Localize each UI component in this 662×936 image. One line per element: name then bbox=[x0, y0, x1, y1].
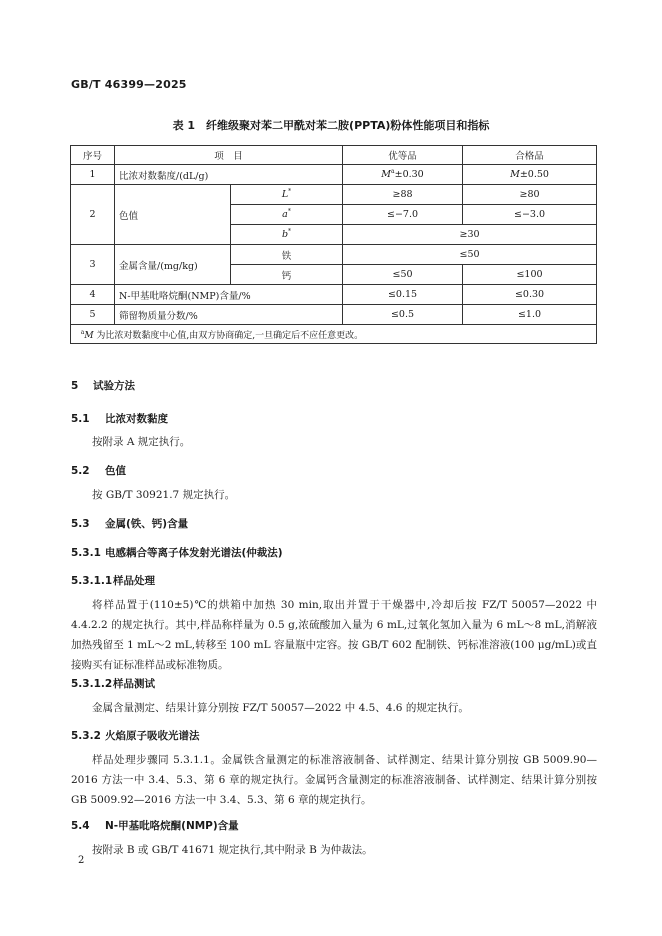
table-row bbox=[71, 165, 597, 185]
m-symbol: M bbox=[84, 330, 94, 341]
table-row bbox=[71, 305, 597, 325]
paragraph: 金属含量测定、结果计算分别按 FZ/T 50057—2022 中 4.5、4.6 的规定执行。 bbox=[92, 702, 469, 714]
star-mark: * bbox=[288, 228, 292, 236]
footnote-text: 为比浓对数黏度中心值,由双方协商确定,一旦确定后不应任意更改。 bbox=[93, 330, 364, 341]
cell-sub: 钙 bbox=[231, 265, 343, 285]
paragraph: 按附录 A 规定执行。 bbox=[92, 436, 191, 448]
section-number: 5.3.1 bbox=[71, 547, 101, 559]
section-title: 比浓对数黏度 bbox=[105, 413, 168, 425]
cell-item: 色值 bbox=[115, 185, 231, 245]
header-no: 序号 bbox=[71, 146, 115, 165]
cell-qualified bbox=[463, 165, 597, 185]
cell-qualified: ≤0.30 bbox=[463, 285, 597, 305]
cell-premium: ≤−7.0 bbox=[343, 205, 463, 225]
spec-table bbox=[70, 145, 597, 344]
section-number: 5.3.1.2 bbox=[71, 678, 113, 690]
section-title: 色值 bbox=[105, 465, 126, 477]
paragraph: 样品处理步骤同 5.3.1.1。金属铁含量测定的标准溶液制备、试样测定、结果计算分别按 GB 5009.90—2016 方法一中 3.4、5.3、第 6 章的规定执行。金属钙含量测定的标准溶液制备、试样测定、结果计算分别按 GB 5009.92—2016 方法一中 3.4、5.3、第 6 章的规定执行。 bbox=[71, 754, 597, 806]
section-heading bbox=[71, 728, 200, 743]
footnote-ref: a bbox=[391, 168, 395, 176]
cell-qualified: ≤−3.0 bbox=[463, 205, 597, 225]
section-heading bbox=[71, 573, 155, 588]
cell-qualified: ≤100 bbox=[463, 265, 597, 285]
cell-no: 2 bbox=[71, 185, 115, 245]
cell-item: 比浓对数黏度/(dL/g) bbox=[115, 165, 343, 185]
m-symbol: M bbox=[510, 169, 520, 180]
section-number: 5.3.1.1 bbox=[71, 575, 113, 587]
cell-item: 筛留物质量分数/% bbox=[115, 305, 343, 325]
section-number: 5.2 bbox=[71, 465, 90, 477]
section-heading bbox=[71, 516, 188, 531]
cell-sub bbox=[231, 225, 343, 245]
section-number: 5.4 bbox=[71, 820, 90, 832]
cell-no: 3 bbox=[71, 245, 115, 285]
cell-merged: ≤50 bbox=[343, 245, 597, 265]
star-mark: * bbox=[287, 208, 291, 216]
cell-item: N-甲基吡咯烷酮(NMP)含量/% bbox=[115, 285, 343, 305]
section-number: 5.3.2 bbox=[71, 730, 101, 742]
cell-premium: ≤0.5 bbox=[343, 305, 463, 325]
cell-qualified: ≥80 bbox=[463, 185, 597, 205]
tolerance: ±0.50 bbox=[519, 169, 549, 180]
table-row bbox=[71, 245, 597, 265]
header-premium: 优等品 bbox=[343, 146, 463, 165]
standard-header: GB/T 46399—2025 bbox=[71, 78, 187, 91]
m-symbol: M bbox=[381, 169, 392, 181]
paragraph: 按 GB/T 30921.7 规定执行。 bbox=[92, 489, 236, 501]
section-heading bbox=[71, 676, 155, 691]
footnote-mark: a bbox=[80, 328, 85, 336]
color-symbol: a bbox=[282, 209, 288, 221]
section-title: 金属(铁、钙)含量 bbox=[105, 518, 189, 530]
tolerance: ±0.30 bbox=[394, 169, 424, 181]
color-symbol: b bbox=[281, 229, 289, 241]
section-title: N-甲基吡咯烷酮(NMP)含量 bbox=[105, 820, 239, 832]
header-item: 项 目 bbox=[115, 146, 343, 165]
table-row bbox=[71, 185, 597, 205]
table-footnote bbox=[71, 325, 597, 344]
table-row bbox=[71, 285, 597, 305]
cell-premium bbox=[343, 165, 463, 185]
page-number: 2 bbox=[78, 855, 85, 866]
cell-no: 4 bbox=[71, 285, 115, 305]
paragraph: 按附录 B 或 GB/T 41671 规定执行,其中附录 B 为仲裁法。 bbox=[92, 844, 373, 856]
cell-no: 5 bbox=[71, 305, 115, 325]
cell-premium: ≤0.15 bbox=[343, 285, 463, 305]
cell-sub bbox=[231, 185, 343, 205]
cell-merged: ≥30 bbox=[343, 225, 597, 245]
cell-premium: ≤50 bbox=[343, 265, 463, 285]
header-qualified: 合格品 bbox=[463, 146, 597, 165]
section-heading bbox=[71, 818, 239, 833]
paragraph: 将样品置于(110±5)℃的烘箱中加热 30 min,取出并置于干燥器中,冷却后按 FZ/T 50057—2022 中 4.4.2.2 的规定执行。其中,样品称样量为 0.5 g,浓硫酸加入量为 6 mL,过氧化氢加入量为 6 mL～8 mL,消解液加热残留至 1 mL～2 mL,转移至 100 mL 容量瓶中定容。按 GB/T 602 配制铁、钙标准溶液(100 μg/mL)或直接购买有证标准样品或标准物质。 bbox=[71, 599, 597, 671]
section-number: 5.3 bbox=[71, 518, 90, 530]
cell-item: 金属含量/(mg/kg) bbox=[115, 245, 231, 285]
cell-premium: ≥88 bbox=[343, 185, 463, 205]
section-number: 5.1 bbox=[71, 413, 90, 425]
section-title: 样品测试 bbox=[113, 678, 155, 690]
section-title: 电感耦合等离子体发射光谱法(仲裁法) bbox=[105, 547, 283, 559]
cell-no: 1 bbox=[71, 165, 115, 185]
section-heading bbox=[71, 545, 283, 560]
section-title: 样品处理 bbox=[113, 575, 155, 587]
section-heading bbox=[71, 411, 168, 426]
section-title: 火焰原子吸收光谱法 bbox=[105, 730, 200, 742]
section-title: 试验方法 bbox=[93, 380, 135, 392]
table-footnote-row bbox=[71, 325, 597, 344]
table-header-row bbox=[71, 146, 597, 165]
table-caption: 表 1 纤维级聚对苯二甲酰对苯二胺(PPTA)粉体性能项目和指标 bbox=[172, 119, 490, 132]
cell-sub: 铁 bbox=[231, 245, 343, 265]
star-mark: * bbox=[288, 188, 292, 196]
section-heading bbox=[71, 378, 135, 393]
cell-qualified: ≤1.0 bbox=[463, 305, 597, 325]
section-number: 5 bbox=[71, 380, 79, 392]
section-heading bbox=[71, 463, 126, 478]
cell-sub bbox=[231, 205, 343, 225]
color-symbol: L bbox=[281, 189, 289, 201]
